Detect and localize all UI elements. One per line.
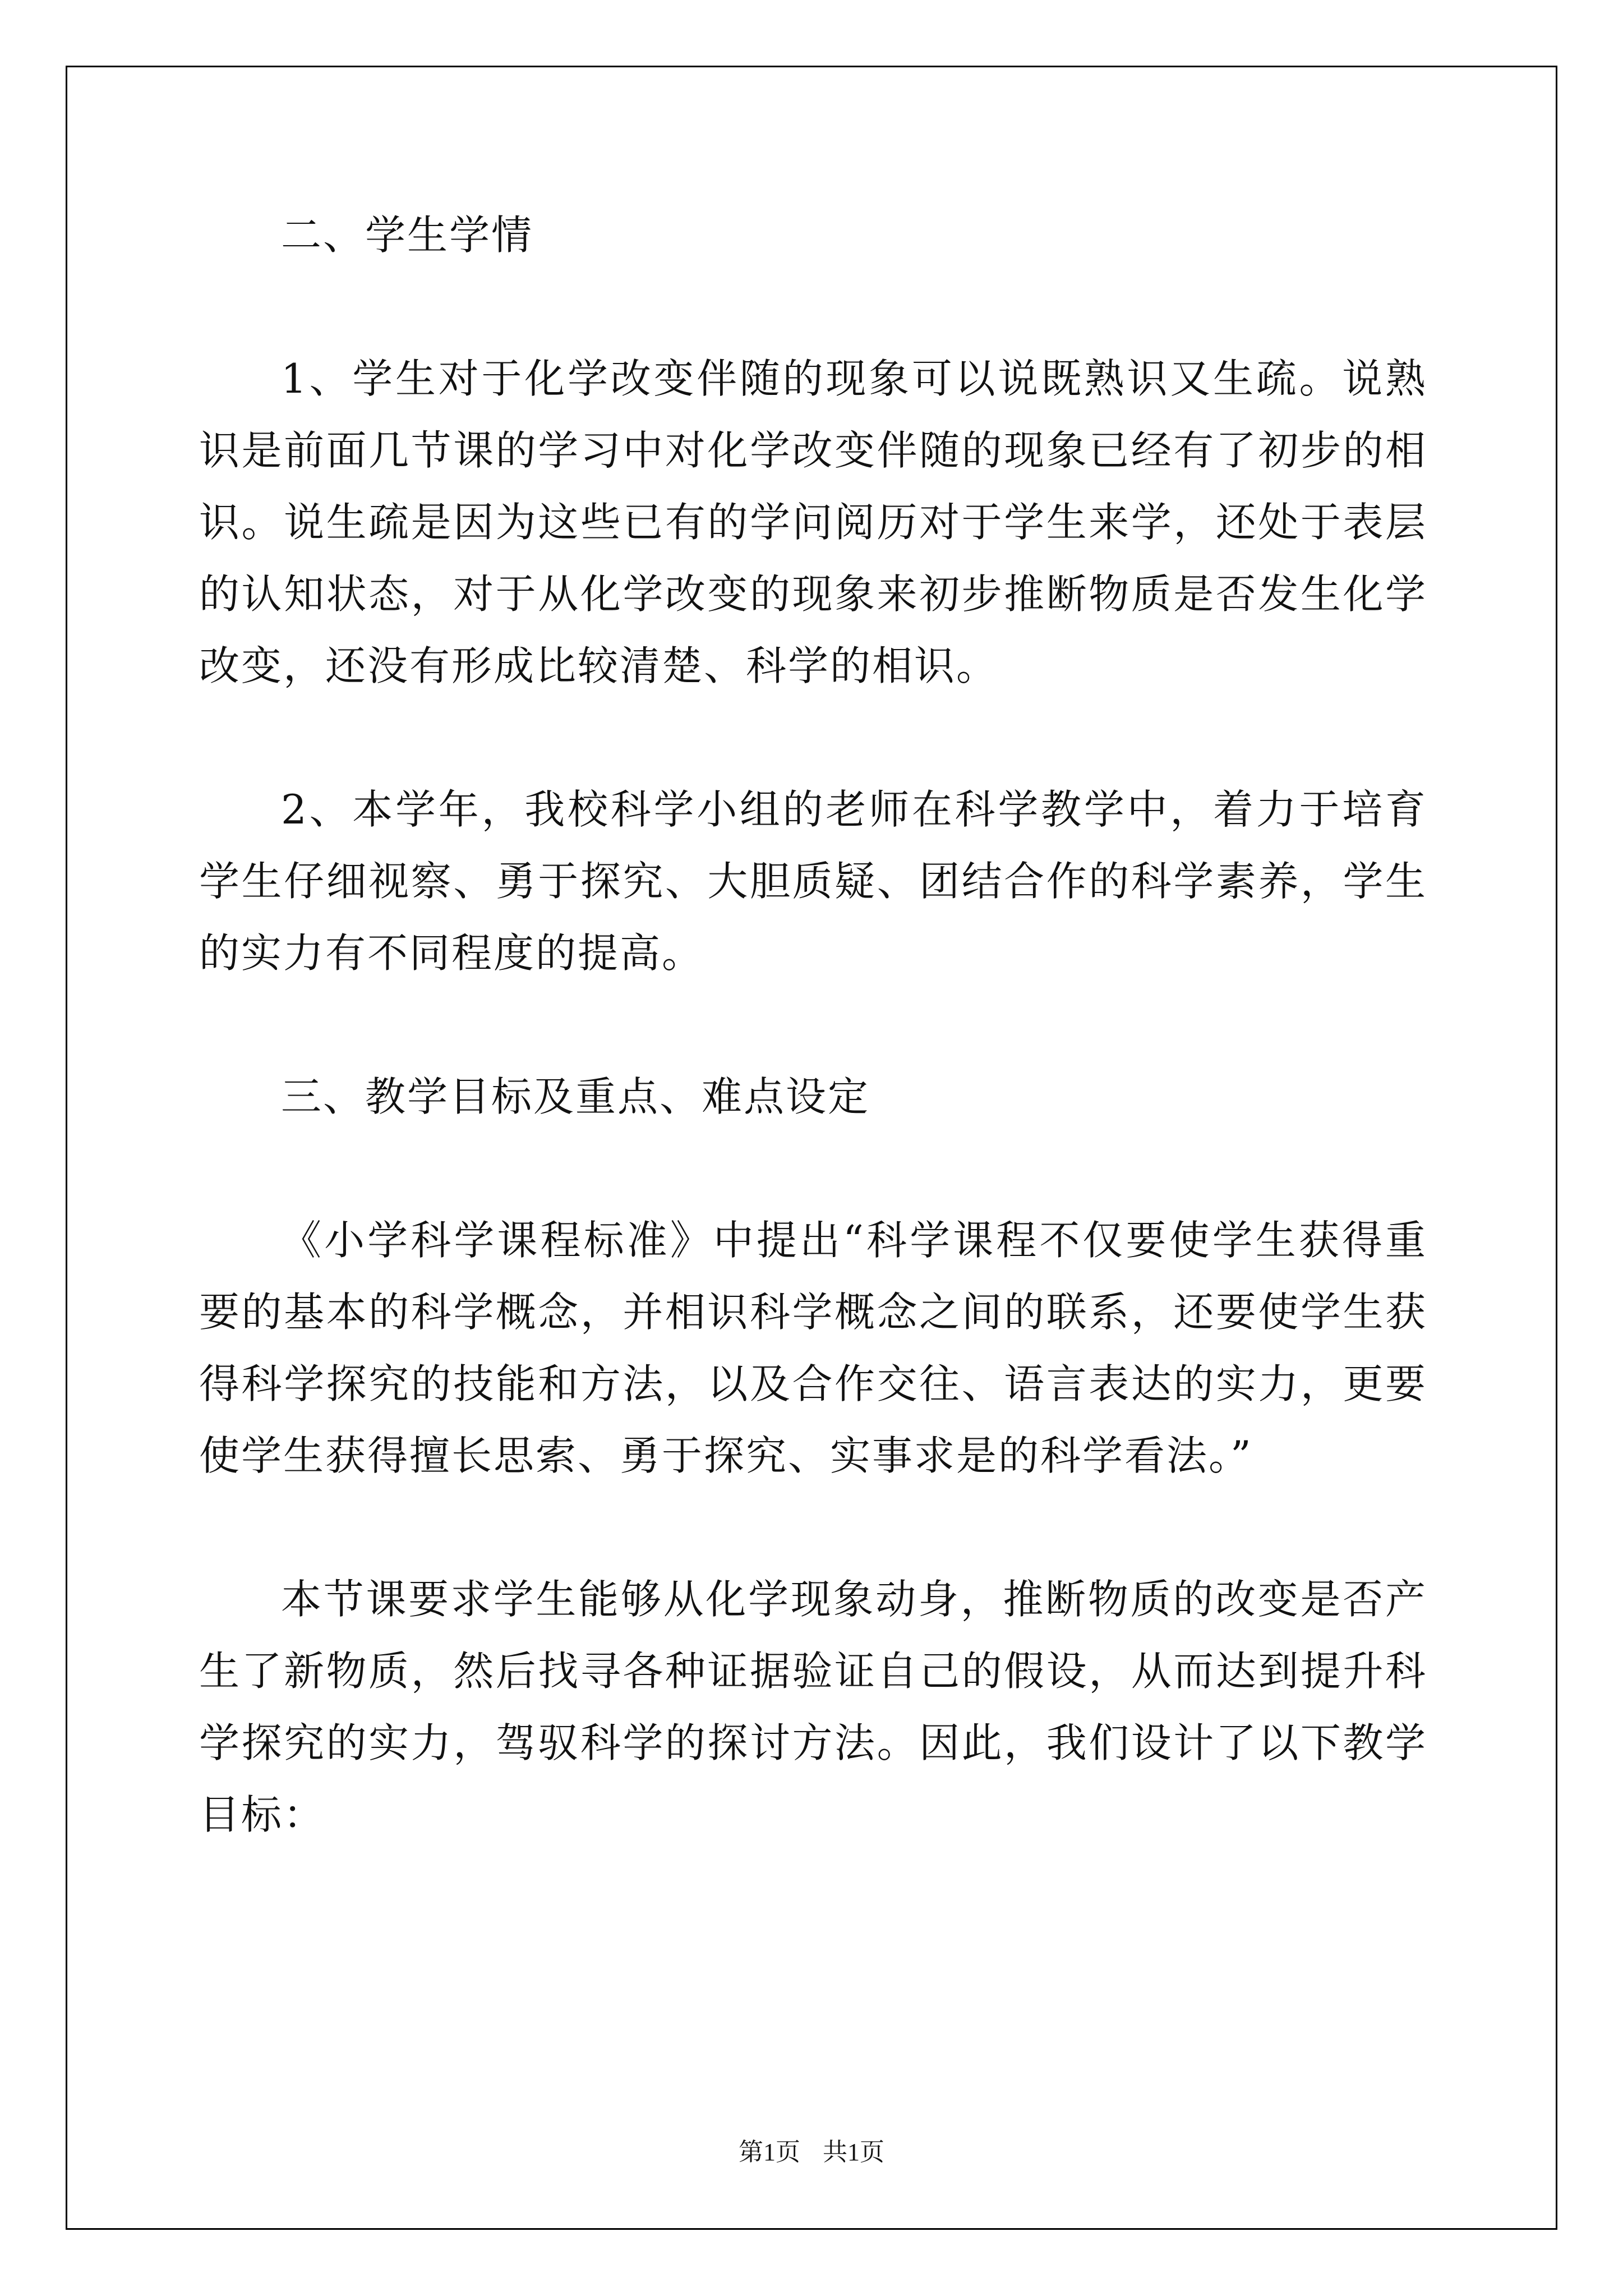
section-heading-student-situation: 二、学生学情 bbox=[281, 211, 534, 259]
document-body bbox=[199, 199, 1427, 1922]
paragraph-student-familiarity: 1、学生对于化学改变伴随的现象可以说既熟识又生疏。说熟识是前面几节课的学习中对化学改变伴随的现象已经有了初步的相识。说生疏是因为这些已有的学问阅历对于学生来学，还处于表层的认知状态，对于从化学改变的现象来初步推断物质是否发生化学改变，还没有形成比较清楚、科学的相识。 bbox=[199, 355, 1427, 689]
page-footer bbox=[0, 2132, 1623, 2168]
page-total: 共1页 bbox=[823, 2138, 884, 2166]
paragraph-lesson-requirements: 本节课要求学生能够从化学现象动身，推断物质的改变是否产生了新物质，然后找寻各种证据验证自己的假设，从而达到提升科学探究的实力，驾驭科学的探讨方法。因此，我们设计了以下教学目标： bbox=[199, 1576, 1427, 1838]
paragraph-curriculum-standard: 《小学科学课程标准》中提出“科学课程不仅要使学生获得重要的基本的科学概念，并相识科学概念之间的联系，还要使学生获得科学探究的技能和方法，以及合作交往、语言表达的实力，更要使学生获得擅长思索、勇于探究、实事求是的科学看法。” bbox=[199, 1217, 1427, 1479]
page-number: 第1页 bbox=[739, 2138, 800, 2166]
paragraph-science-group: 2、本学年，我校科学小组的老师在科学教学中，着力于培育学生仔细视察、勇于探究、大胆质疑、团结合作的科学素养，学生的实力有不同程度的提高。 bbox=[199, 786, 1427, 977]
section-heading-teaching-goals: 三、教学目标及重点、难点设定 bbox=[281, 1073, 870, 1120]
